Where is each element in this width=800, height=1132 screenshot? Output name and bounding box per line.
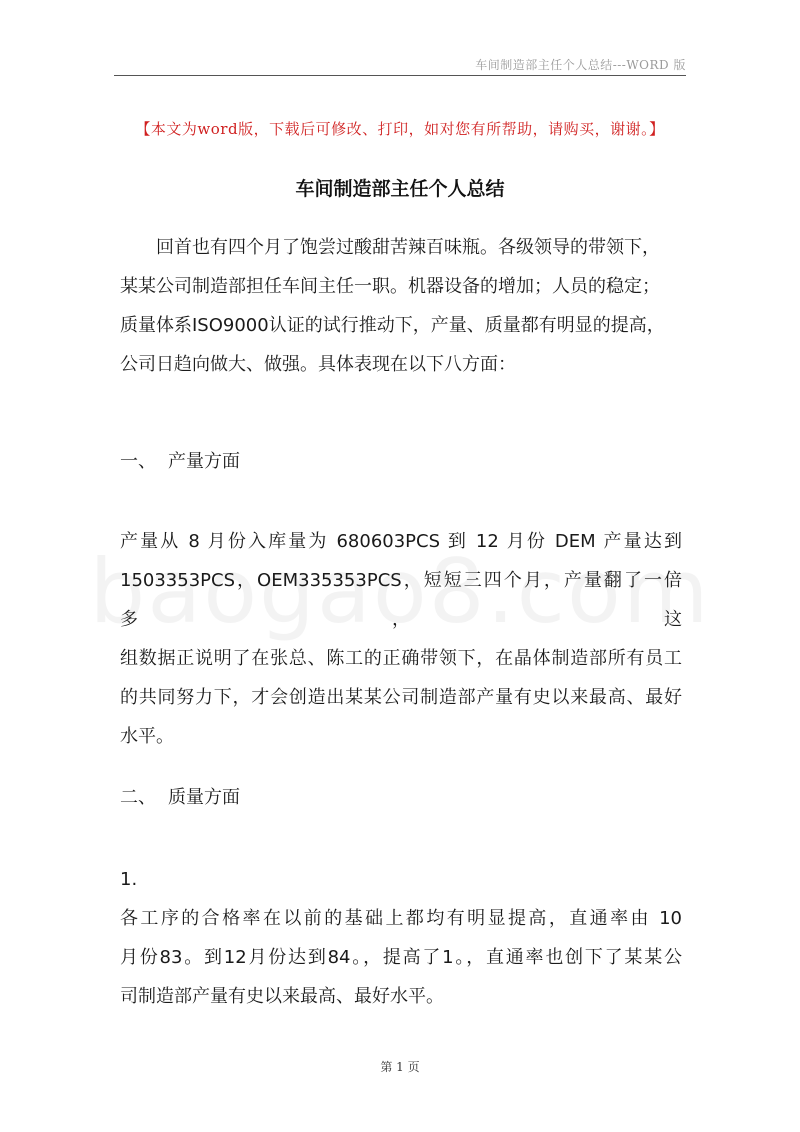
quality-line-text: 各工序的合格率在以前的基础上都均有明显提高，直通率由 10 [120,908,682,929]
output-line: 产量从 8 月份入库量为 680603PCS 到 12 月份 DEM 产量达到 [120,531,682,552]
quality-line [120,860,682,938]
page-number: 第 1 页 [380,1060,420,1074]
section-number: 一、 [120,451,156,472]
quality-line: 司制造部产量有史以来最高、最好水平。 [120,986,444,1007]
section-heading-text: 产量方面 [168,451,240,472]
quality-item-1 [120,860,682,1016]
output-line: 1503353PCS，OEM335353PCS，短短三四个月，产量翻了一倍多，这 [120,570,682,630]
intro-line: 质量体系ISO9000认证的试行推动下，产量、质量都有明显的提高， [120,315,665,336]
output-line: 的共同努力下，才会创造出某某公司制造部产量有史以来最高、最好 [120,687,682,708]
document-title: 车间制造部主任个人总结 [295,178,505,200]
quality-line: 月份83。到12月份达到84。，提高了1。，直通率也创下了某某公 [120,947,682,968]
output-line: 组数据正说明了在张总、陈工的正确带领下，在晶体制造部所有员工 [120,648,682,669]
intro-paragraph [120,228,682,384]
section-heading-text: 质量方面 [168,787,240,808]
section-heading-quality [120,778,682,817]
output-paragraph [120,522,682,756]
section-heading-output [120,442,682,481]
running-header: 车间制造部主任个人总结---WORD 版 [475,58,686,72]
intro-line: 公司日趋向做大、做强。具体表现在以下八方面： [120,354,516,375]
output-line: 水平。 [120,726,174,747]
intro-line: 某某公司制造部担任车间主任一职。机器设备的增加；人员的稳定； [120,276,660,297]
header-divider [114,75,686,76]
section-number: 二、 [120,787,156,808]
purchase-notice: 【本文为word版，下载后可修改、打印，如对您有所帮助，请购买，谢谢。】 [135,120,665,138]
intro-line: 回首也有四个月了饱尝过酸甜苦辣百味瓶。各级领导的带领下， [156,237,660,258]
list-number: 1. [120,869,138,890]
